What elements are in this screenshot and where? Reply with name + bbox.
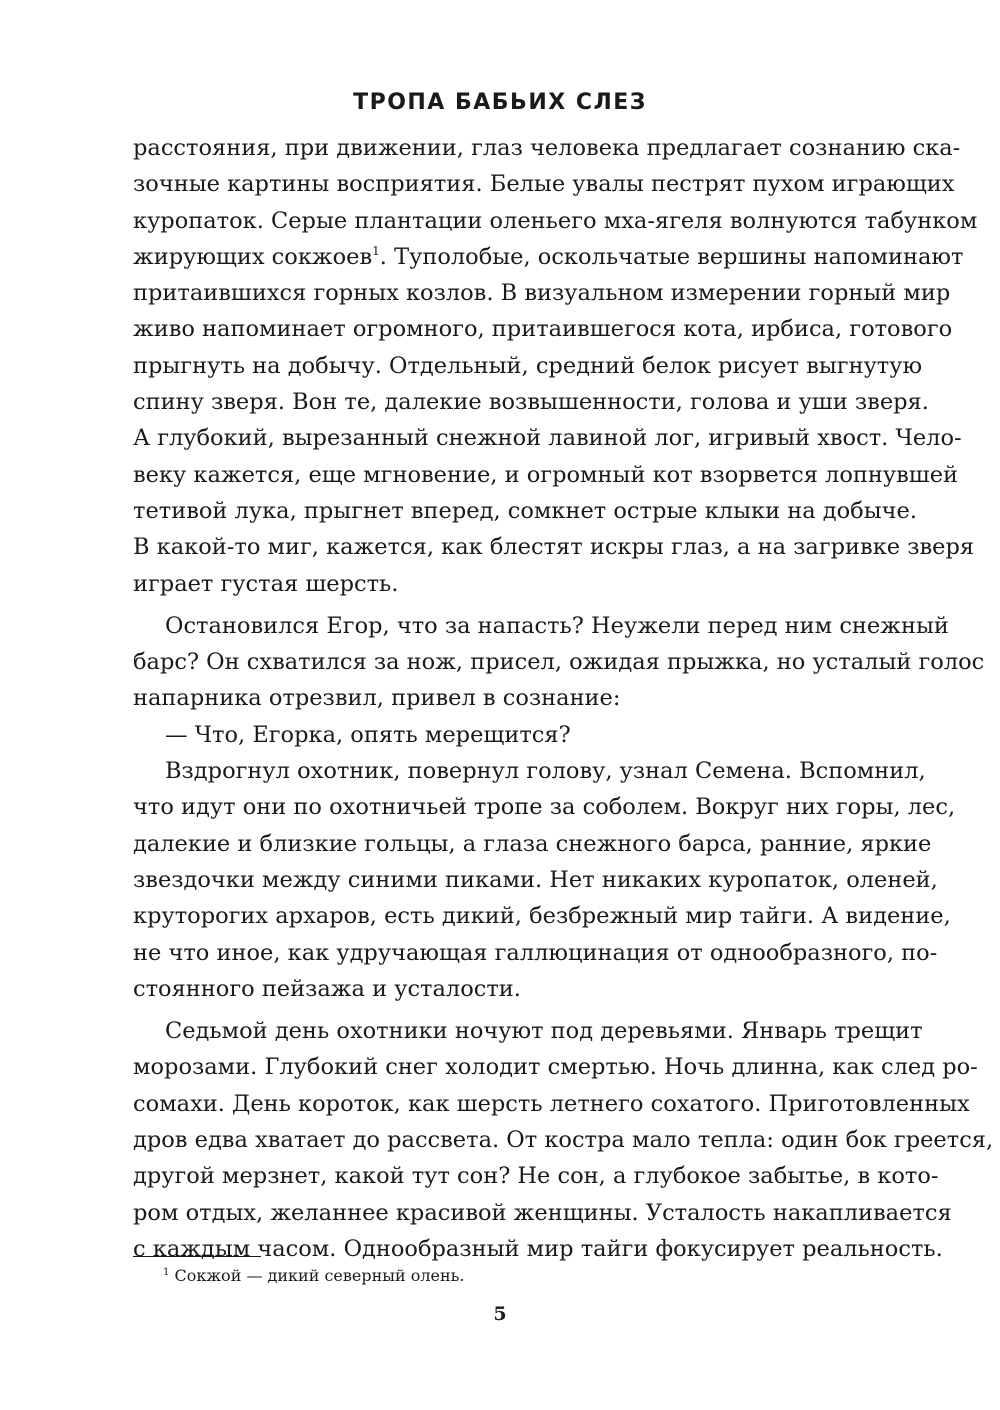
text-line: жирующих сокжоев$^1$. Туполобые, оскольчатые вершины напоминают bbox=[133, 243, 964, 270]
text-line: А глубокий, вырезанный снежной лавиной лог, игривый хвост. Чело- bbox=[133, 425, 962, 452]
text-line: с каждым часом. Однообразный мир тайги фокусирует реальность. bbox=[133, 1235, 943, 1262]
text-line: стоянного пейзажа и усталости. bbox=[133, 975, 521, 1002]
text-line: притаившихся горных козлов. В визуальном измерении горный мир bbox=[133, 280, 951, 307]
text-line: куропаток. Серые плантации оленьего мха-ягеля волнуются табунком bbox=[133, 207, 978, 234]
text-line: тетивой лука, прыгнет вперед, сомкнет острые клыки на добыче. bbox=[133, 497, 917, 524]
text-line: сомахи. День короток, как шерсть летнего сохатого. Приготовленных bbox=[133, 1090, 970, 1117]
text-line: играет густая шерсть. bbox=[133, 570, 399, 597]
text-line: Седьмой день охотники ночуют под деревьями. Январь трещит bbox=[165, 1018, 923, 1045]
text-line: морозами. Глубокий снег холодит смертью. Ночь длинна, как след ро- bbox=[133, 1054, 978, 1081]
text-fragment: Туполобые, оскольчатые вершины напоминают bbox=[386, 243, 964, 270]
page-number: 5 bbox=[493, 1303, 507, 1325]
text-line: другой мерзнет, какой тут сон? Не сон, а глубокое забытье, в кото- bbox=[133, 1163, 939, 1190]
text-line: веку кажется, еще мгновение, и огромный кот взорвется лопнувшей bbox=[133, 461, 959, 488]
text-line: далекие и близкие гольцы, а глаза снежного барса, ранние, яркие bbox=[133, 830, 932, 857]
text-line: прыгнуть на добычу. Отдельный, средний белок рисует выгнутую bbox=[133, 352, 923, 379]
footnote-reference[interactable]: 1 bbox=[372, 243, 380, 258]
text-line: Остановился Егор, что за напасть? Неужели перед ним снежный bbox=[165, 612, 949, 639]
text-line: расстояния, при движении, глаз человека предлагает сознанию ска- bbox=[133, 135, 961, 161]
text-line: В какой-то миг, кажется, как блестят искры глаз, а на загривке зверя bbox=[133, 534, 975, 561]
text-line: круторогих архаров, есть дикий, безбрежный мир тайги. А видение, bbox=[133, 903, 951, 930]
text-line: что идут они по охотничьей тропе за соболем. Вокруг них горы, лес, bbox=[133, 794, 956, 821]
text-line: живо напоминает огромного, притаившегося кота, ирбиса, готового bbox=[133, 316, 953, 343]
text-line: ром отдых, желаннее красивой женщины. Усталость накапливается bbox=[133, 1199, 952, 1226]
footnote bbox=[163, 1266, 464, 1285]
running-head: ТРОПА БАБЬИХ СЛЕЗ bbox=[353, 90, 647, 115]
footnote-text: Сокжой — дикий северный олень. bbox=[169, 1266, 465, 1285]
text-line: не что иное, как удручающая галлюцинация от однообразного, по- bbox=[133, 939, 938, 966]
text-line: Вздрогнул охотник, повернул голову, узнал Семена. Вспомнил, bbox=[165, 758, 926, 785]
text-line: звездочки между синими пиками. Нет никаких куропаток, оленей, bbox=[133, 866, 938, 893]
text-line: зочные картины восприятия. Белые увалы пестрят пухом играющих bbox=[133, 171, 955, 198]
text-fragment: жирующих сокжоев bbox=[133, 243, 373, 270]
footnote-marker: 1 bbox=[163, 1267, 170, 1278]
text-line: дров едва хватает до рассвета. От костра мало тепла: один бок греется, bbox=[133, 1127, 994, 1154]
text-line: напарника отрезвил, привел в сознание: bbox=[133, 685, 621, 712]
footnote-divider bbox=[133, 1256, 261, 1257]
text-line: спину зверя. Вон те, далекие возвышенности, голова и уши зверя. bbox=[133, 389, 929, 416]
body-text bbox=[133, 130, 994, 1267]
text-line: — Что, Егорка, опять мерещится? bbox=[165, 721, 571, 748]
text-line: барс? Он схватился за нож, присел, ожидая прыжка, но усталый голос bbox=[133, 649, 985, 676]
